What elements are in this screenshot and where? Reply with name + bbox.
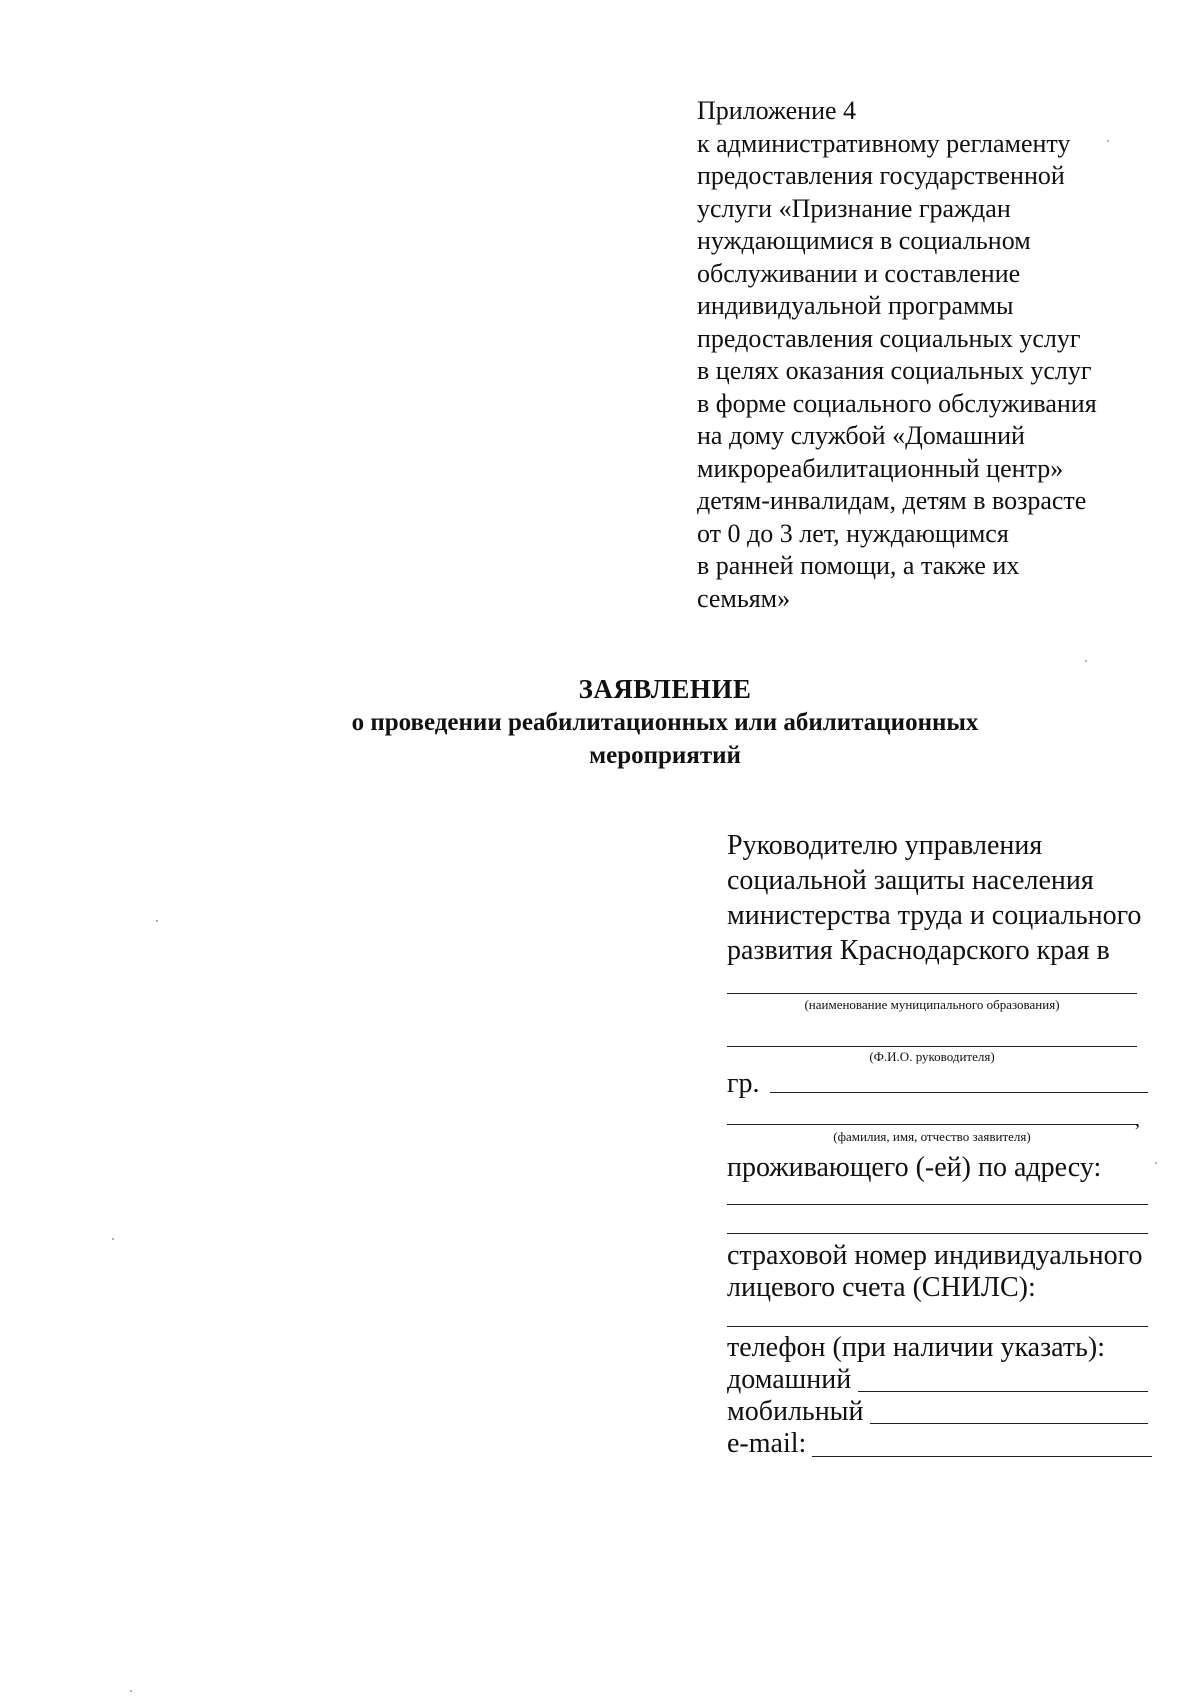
address-label: проживающего (-ей) по адресу: — [727, 1152, 1102, 1183]
snils-label-line1: страховой номер индивидуального — [727, 1240, 1143, 1271]
title-subtitle-line1: о проведении реабилитационных или абилитационных — [351, 709, 979, 736]
appendix-line: к административному регламенту — [697, 128, 1071, 158]
appendix-line: услуги «Признание граждан — [697, 193, 1011, 223]
addressee-line: министерства труда и социального — [727, 900, 1142, 931]
appendix-line: обслуживании и составление — [697, 258, 1021, 288]
appendix-line: предоставления государственной — [697, 161, 1065, 190]
address-field-1[interactable] — [727, 1204, 1148, 1205]
scan-speck — [1085, 660, 1087, 662]
addressee-line: социальной защиты населения — [727, 865, 1094, 896]
email-label: e-mail: — [727, 1428, 807, 1459]
home-phone-field[interactable] — [858, 1391, 1148, 1392]
address-field-2[interactable] — [727, 1233, 1148, 1234]
addressee-line: Руководителю управления — [727, 830, 1043, 861]
addressee-block — [727, 828, 1177, 968]
snils-label-line2: лицевого счета (СНИЛС): — [727, 1272, 1036, 1303]
applicant-name-field[interactable] — [727, 1124, 1137, 1125]
email-field[interactable] — [812, 1456, 1152, 1457]
scan-speck — [1155, 1162, 1157, 1164]
appendix-line: в ранней помощи, а также их — [697, 551, 1020, 580]
citizen-field[interactable] — [770, 1092, 1148, 1093]
home-phone-label: домашний — [727, 1364, 852, 1395]
appendix-line: в форме социального обслуживания — [697, 388, 1097, 418]
scan-speck — [156, 920, 158, 922]
appendix-line: микрореабилитационный центр» — [697, 453, 1064, 483]
mobile-phone-label: мобильный — [727, 1396, 864, 1427]
appendix-line: детям-инвалидам, детям в возрасте — [697, 486, 1087, 515]
appendix-line: предоставления социальных услуг — [697, 323, 1081, 353]
appendix-line: нуждающимися в социальном — [697, 226, 1031, 255]
appendix-line: на дому службой «Домашний — [697, 421, 1025, 450]
appendix-line: индивидуальной программы — [697, 291, 1014, 320]
document-title — [0, 672, 1200, 772]
addressee-line: развития Краснодарского края в — [727, 935, 1110, 966]
scan-speck — [130, 1690, 132, 1692]
citizen-prefix-label: гр. — [727, 1068, 760, 1099]
appendix-line: в целях оказания социальных услуг — [697, 356, 1092, 385]
appendix-line: от 0 до 3 лет, нуждающимся — [697, 518, 1009, 548]
scan-speck — [1107, 140, 1109, 142]
appendix-block — [697, 95, 1167, 615]
phone-label: телефон (при наличии указать): — [727, 1332, 1105, 1363]
appendix-line: Приложение 4 — [697, 96, 857, 125]
head-name-caption: (Ф.И.О. руководителя) — [869, 1049, 995, 1064]
scan-speck — [112, 1238, 114, 1240]
municipality-caption: (наименование муниципального образования) — [804, 997, 1060, 1012]
head-name-field[interactable] — [727, 1046, 1137, 1047]
snils-field[interactable] — [727, 1326, 1148, 1327]
appendix-line: семьям» — [697, 583, 791, 613]
title-heading: ЗАЯВЛЕНИЕ — [578, 674, 752, 704]
title-subtitle-line2: мероприятий — [589, 742, 741, 769]
municipality-field[interactable] — [727, 993, 1137, 994]
applicant-comma: , — [1135, 1109, 1140, 1131]
applicant-name-caption: (фамилия, имя, отчество заявителя) — [833, 1129, 1031, 1144]
mobile-phone-field[interactable] — [870, 1423, 1148, 1424]
